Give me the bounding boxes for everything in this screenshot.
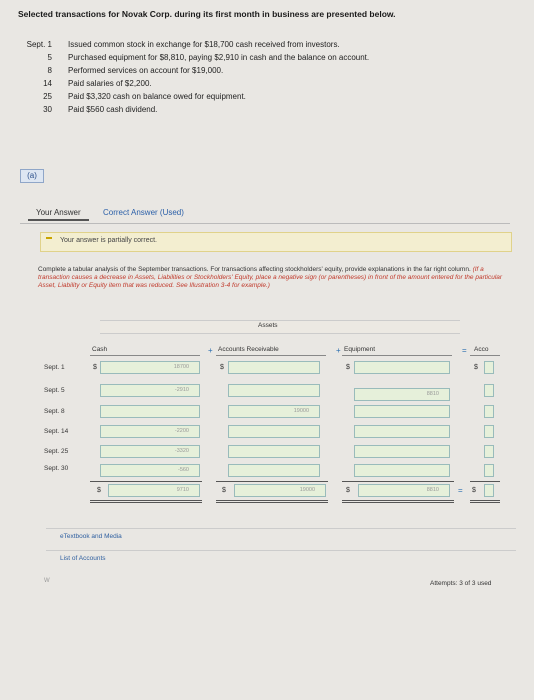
accounts-receivable-input[interactable]: 19000	[228, 405, 320, 418]
accounts-receivable-input[interactable]	[228, 445, 320, 458]
txn-desc: Paid $560 cash dividend.	[68, 105, 158, 114]
accounts-row	[46, 550, 516, 567]
header-underline	[216, 355, 326, 356]
total-rule	[470, 481, 500, 482]
plus-operator: +	[336, 346, 341, 355]
double-rule	[90, 500, 202, 501]
plus-operator: +	[208, 346, 213, 355]
assets-header-bar	[100, 320, 460, 334]
dollar-sign: $	[97, 487, 101, 494]
partial-icon	[46, 237, 52, 239]
dollar-sign: $	[346, 364, 350, 371]
double-rule	[342, 500, 454, 501]
dollar-sign: $	[474, 364, 478, 371]
cash-input[interactable]: -560	[100, 464, 200, 477]
equipment-input[interactable]	[354, 464, 450, 477]
col-head-cash: Cash	[92, 346, 108, 353]
double-rule	[90, 502, 202, 503]
dollar-sign: $	[346, 487, 350, 494]
row-label: Sept. 8	[44, 408, 65, 415]
txn-desc: Performed services on account for $19,000.	[68, 66, 224, 75]
partial-message: Your answer is partially correct.	[60, 237, 158, 244]
row-label: Sept. 1	[44, 364, 65, 371]
col-head-equipment: Equipment	[344, 346, 376, 353]
cash-input[interactable]: -2200	[100, 425, 200, 438]
row-label: Sept. 14	[44, 428, 69, 435]
txn-date: Sept. 1	[26, 40, 52, 49]
cash-input[interactable]	[100, 405, 200, 418]
etextbook-link[interactable]: eTextbook and Media	[60, 533, 122, 540]
accounts-total-input[interactable]	[484, 484, 494, 497]
row-label: Sept. 25	[44, 448, 69, 455]
accounts-input[interactable]	[484, 464, 494, 477]
cash-total-input[interactable]: 9710	[108, 484, 200, 497]
instructions-main: Complete a tabular analysis of the September transactions. For transactions affecting stockholders' equity, provide explanations in the far right column.	[38, 266, 471, 273]
dollar-sign: $	[220, 364, 224, 371]
tab-correct-answer[interactable]: Correct Answer (Used)	[103, 208, 184, 217]
cash-input[interactable]: 18700	[100, 361, 200, 374]
txn-date: 25	[43, 92, 52, 101]
equals-operator: =	[462, 346, 467, 355]
accounts-input[interactable]	[484, 405, 494, 418]
accounts-receivable-input[interactable]	[228, 464, 320, 477]
assets-label: Assets	[258, 322, 278, 329]
part-label: (a)	[20, 169, 44, 183]
equipment-input[interactable]	[354, 361, 450, 374]
dollar-sign: $	[93, 364, 97, 371]
total-rule	[342, 481, 454, 482]
double-rule	[342, 502, 454, 503]
double-rule	[216, 502, 328, 503]
txn-desc: Issued common stock in exchange for $18,700 cash received from investors.	[68, 40, 340, 49]
dollar-sign: $	[222, 487, 226, 494]
txn-date: 30	[43, 105, 52, 114]
txn-desc: Paid salaries of $2,200.	[68, 79, 152, 88]
cash-input[interactable]: -2910	[100, 384, 200, 397]
double-rule	[216, 500, 328, 501]
footer-mark: W	[44, 578, 50, 584]
col-head-accounts-receivable: Accounts Receivable	[218, 346, 279, 353]
tab-your-answer[interactable]: Your Answer	[28, 206, 89, 221]
page-title: Selected transactions for Novak Corp. during its first month in business are presented below.	[18, 9, 396, 19]
col-head-accounts: Acco	[474, 346, 489, 353]
total-rule	[216, 481, 328, 482]
accounts-input[interactable]	[484, 425, 494, 438]
accounts-receivable-input[interactable]	[228, 384, 320, 397]
equipment-input[interactable]	[354, 425, 450, 438]
accounts-input[interactable]	[484, 445, 494, 458]
row-label: Sept. 30	[44, 465, 69, 472]
accounts-input[interactable]	[484, 384, 494, 397]
double-rule	[470, 500, 500, 501]
total-rule	[90, 481, 202, 482]
tabs-divider	[20, 223, 510, 224]
txn-desc: Purchased equipment for $8,810, paying $2,910 in cash and the balance on account.	[68, 53, 370, 62]
accounts-receivable-input[interactable]	[228, 361, 320, 374]
txn-date: 5	[47, 53, 52, 62]
double-rule	[470, 502, 500, 503]
txn-date: 14	[43, 79, 52, 88]
txn-date: 8	[47, 66, 52, 75]
equipment-input[interactable]	[354, 445, 450, 458]
header-underline	[90, 355, 200, 356]
instructions	[38, 266, 508, 290]
equipment-input[interactable]: 8810	[354, 388, 450, 401]
header-underline	[470, 355, 500, 356]
row-label: Sept. 5	[44, 387, 65, 394]
cash-input[interactable]: -3320	[100, 445, 200, 458]
dollar-sign: $	[472, 487, 476, 494]
header-underline	[342, 355, 452, 356]
txn-desc: Paid $3,320 cash on balance owed for equipment.	[68, 92, 246, 101]
equals-operator: =	[458, 486, 463, 495]
accounts-input[interactable]	[484, 361, 494, 374]
equipment-total-input[interactable]: 8810	[358, 484, 450, 497]
list-of-accounts-link[interactable]: List of Accounts	[60, 555, 106, 562]
instructions-note: (If a transaction causes a decrease in Assets, Liabilities or Stockholders' Equity, place a negative sign (or parentheses) in front of the amount entered for the particular Asset, Liability or Equity item that was reduced. See Illustration 3-4 for example.)	[38, 266, 503, 289]
attempts-counter: Attempts: 3 of 3 used	[430, 580, 492, 587]
accounts-receivable-total-input[interactable]: 19000	[234, 484, 326, 497]
accounts-receivable-input[interactable]	[228, 425, 320, 438]
equipment-input[interactable]	[354, 405, 450, 418]
